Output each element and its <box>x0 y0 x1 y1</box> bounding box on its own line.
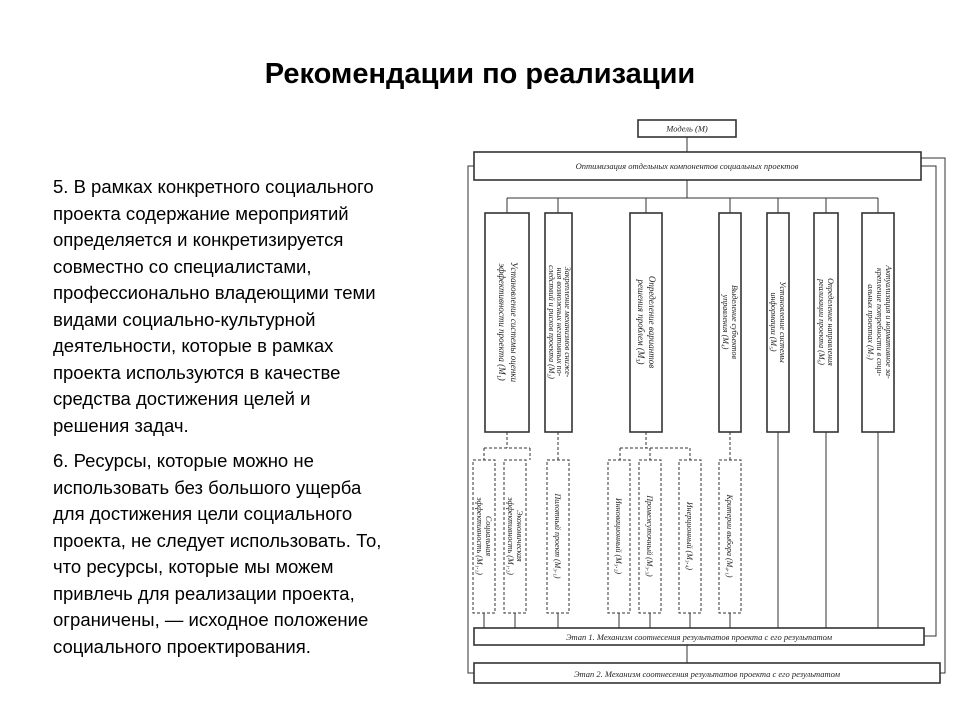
component-m3 <box>636 276 657 368</box>
sub-m1-2 <box>506 497 524 575</box>
sub-m3-3-line: Промежуточный (М₃.₃) <box>645 495 654 577</box>
paragraph-5-line: 5. В рамках конкретного социального <box>53 176 374 197</box>
sub-m3-3 <box>645 494 654 577</box>
component-m1-line: эффективности проекта (М₁) <box>497 263 507 381</box>
sub-m4-1-line: Критерии выбора (М₄.₁) <box>725 494 734 578</box>
component-m4-line: Выделение субъектов <box>730 284 739 360</box>
paragraph-6-line: привлечь для реализации проекта, <box>53 582 355 604</box>
component-m6-line: Определение направления <box>826 278 835 366</box>
sub-m1-1 <box>475 497 493 575</box>
component-m6 <box>817 278 835 366</box>
slide-title: Рекомендации по реализации <box>264 58 696 90</box>
component-m1 <box>497 262 519 383</box>
paragraph-6-line: для достижения цели социального <box>53 503 353 524</box>
component-m7-line: альных проектах (М₇) <box>866 284 875 360</box>
sub-m1-2-line: эффективность (М₁.₂) <box>506 497 515 575</box>
component-m1-line: Установление системы оценки <box>509 261 519 383</box>
paragraph-5-line: решения задач. <box>53 414 189 436</box>
paragraph-6-line: проекта, не следует использовать. То, <box>53 529 382 551</box>
component-m5 <box>769 281 787 363</box>
paragraph-6-line: что ресурсы, которые мы можем <box>53 556 334 577</box>
sub-m3-2-line: Инновационный (М₃.₂) <box>614 497 623 575</box>
component-m4-line: управления (М₄) <box>721 294 730 350</box>
paragraph-5-line: видами социально-культурной <box>53 308 316 330</box>
sub-m3-1-line: Пилотный проект (М₃.₁) <box>553 493 562 579</box>
paragraph-5-line: совместно со специалистами, <box>53 255 312 277</box>
optimization-label: Оптимизация отдельных компонентов социальных проектов <box>575 161 799 171</box>
sub-m1-1-line: Социальная <box>484 515 493 557</box>
component-m5-line: Установление системы <box>778 281 787 363</box>
sub-m1-1-line: эффективность (М₁.₁) <box>475 497 484 575</box>
stage-2-label: Этап 2. Механизм соотнесения результатов проекта с его результатом <box>573 669 841 679</box>
sub-m3-4 <box>685 501 694 571</box>
component-m2-line: Закрепление механизмов сниже- <box>563 266 572 378</box>
sub-m3-2 <box>614 497 623 574</box>
paragraph-6-line: использовать без большого ущерба <box>53 476 362 498</box>
component-m5-line: информации (М₅) <box>769 292 778 352</box>
paragraph-5-line: средства достижения целей и <box>53 388 311 409</box>
stage-1-label: Этап 1. Механизм соотнесения результатов проекта с его результатом <box>565 632 833 642</box>
paragraph-6-line: ограничены, — исходное положение <box>53 609 369 630</box>
component-m4 <box>721 285 739 360</box>
paragraph-5-line: проекта содержание мероприятий <box>53 202 349 224</box>
paragraph-6-line: 6. Ресурсы, которые можно не <box>53 450 314 471</box>
sub-m4-1 <box>725 493 734 577</box>
sub-m1-2-line: Экономическая <box>515 510 524 562</box>
component-m2 <box>547 265 572 379</box>
paragraph-5-line: деятельности, которые в рамках <box>53 335 334 356</box>
component-m7-line: крепление потребности в соци- <box>875 267 884 377</box>
component-m2-line: следствий и рисков проекта (М₂) <box>547 265 556 379</box>
component-m7-line: Актуализация и нормативное за- <box>884 265 893 379</box>
paragraph-5-line: профессионально владеющими теми <box>53 282 376 303</box>
paragraph-5-line: определяется и конкретизируется <box>53 229 344 250</box>
sub-m3-4-line: Инерционный (М₃.₄) <box>685 501 694 571</box>
component-m6-line: реализации проекта (М₆) <box>817 279 826 365</box>
component-m3-line: решения проблем (М₃) <box>636 279 646 365</box>
sub-m3-1 <box>553 492 562 578</box>
component-m7 <box>866 264 893 379</box>
paragraph-5-line: проекта используются в качестве <box>53 361 341 383</box>
component-m2-line: ния возможных негативных по- <box>555 267 564 377</box>
component-m3-line: Определение вариантов <box>647 275 657 369</box>
model-label: Модель (М) <box>666 123 708 134</box>
paragraph-6-line: социального проектирования. <box>53 635 311 657</box>
